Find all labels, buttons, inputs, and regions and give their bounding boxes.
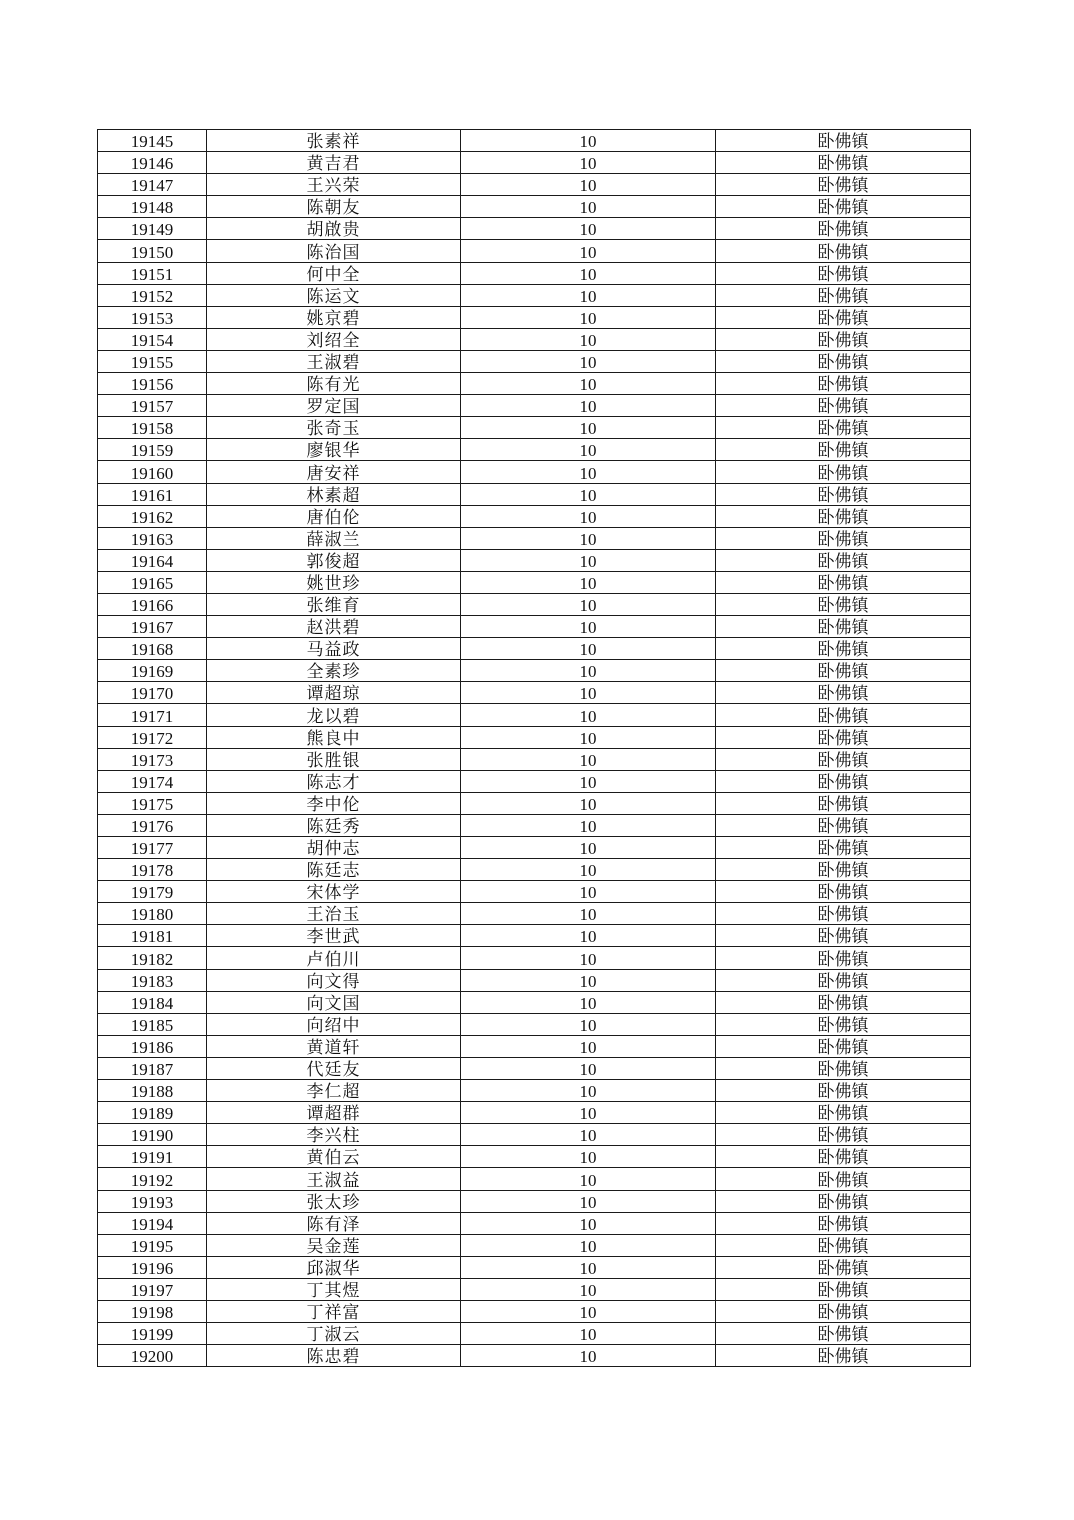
id-cell: 19152 bbox=[98, 284, 207, 306]
town-cell: 卧佛镇 bbox=[716, 814, 971, 836]
amount-cell: 10 bbox=[461, 240, 716, 262]
town-cell: 卧佛镇 bbox=[716, 218, 971, 240]
id-cell: 19151 bbox=[98, 262, 207, 284]
name-cell: 胡啟贵 bbox=[207, 218, 461, 240]
amount-cell: 10 bbox=[461, 549, 716, 571]
town-cell: 卧佛镇 bbox=[716, 1234, 971, 1256]
name-cell: 罗定国 bbox=[207, 395, 461, 417]
id-cell: 19183 bbox=[98, 969, 207, 991]
table-row bbox=[98, 682, 971, 704]
amount-cell: 10 bbox=[461, 947, 716, 969]
id-cell: 19150 bbox=[98, 240, 207, 262]
town-cell: 卧佛镇 bbox=[716, 395, 971, 417]
amount-cell: 10 bbox=[461, 417, 716, 439]
name-cell: 张太珍 bbox=[207, 1190, 461, 1212]
amount-cell: 10 bbox=[461, 262, 716, 284]
table-row bbox=[98, 1345, 971, 1367]
id-cell: 19155 bbox=[98, 350, 207, 372]
table-row bbox=[98, 1278, 971, 1300]
id-cell: 19172 bbox=[98, 726, 207, 748]
name-cell: 陈有泽 bbox=[207, 1212, 461, 1234]
amount-cell: 10 bbox=[461, 726, 716, 748]
table-row bbox=[98, 284, 971, 306]
amount-cell: 10 bbox=[461, 814, 716, 836]
amount-cell: 10 bbox=[461, 1080, 716, 1102]
id-cell: 19186 bbox=[98, 1035, 207, 1057]
id-cell: 19175 bbox=[98, 792, 207, 814]
id-cell: 19154 bbox=[98, 328, 207, 350]
town-cell: 卧佛镇 bbox=[716, 1080, 971, 1102]
town-cell: 卧佛镇 bbox=[716, 527, 971, 549]
amount-cell: 10 bbox=[461, 196, 716, 218]
id-cell: 19185 bbox=[98, 1013, 207, 1035]
amount-cell: 10 bbox=[461, 925, 716, 947]
amount-cell: 10 bbox=[461, 461, 716, 483]
table-row bbox=[98, 240, 971, 262]
town-cell: 卧佛镇 bbox=[716, 991, 971, 1013]
id-cell: 19195 bbox=[98, 1234, 207, 1256]
town-cell: 卧佛镇 bbox=[716, 483, 971, 505]
amount-cell: 10 bbox=[461, 505, 716, 527]
amount-cell: 10 bbox=[461, 859, 716, 881]
amount-cell: 10 bbox=[461, 1234, 716, 1256]
amount-cell: 10 bbox=[461, 1256, 716, 1278]
amount-cell: 10 bbox=[461, 1190, 716, 1212]
table-row bbox=[98, 748, 971, 770]
amount-cell: 10 bbox=[461, 1212, 716, 1234]
name-cell: 向文国 bbox=[207, 991, 461, 1013]
town-cell: 卧佛镇 bbox=[716, 284, 971, 306]
id-cell: 19160 bbox=[98, 461, 207, 483]
amount-cell: 10 bbox=[461, 130, 716, 152]
amount-cell: 10 bbox=[461, 1300, 716, 1322]
town-cell: 卧佛镇 bbox=[716, 1345, 971, 1367]
id-cell: 19200 bbox=[98, 1345, 207, 1367]
amount-cell: 10 bbox=[461, 903, 716, 925]
town-cell: 卧佛镇 bbox=[716, 571, 971, 593]
town-cell: 卧佛镇 bbox=[716, 1190, 971, 1212]
id-cell: 19191 bbox=[98, 1146, 207, 1168]
id-cell: 19192 bbox=[98, 1168, 207, 1190]
name-cell: 向绍中 bbox=[207, 1013, 461, 1035]
name-cell: 姚世珍 bbox=[207, 571, 461, 593]
amount-cell: 10 bbox=[461, 1278, 716, 1300]
name-cell: 陈志才 bbox=[207, 770, 461, 792]
id-cell: 19158 bbox=[98, 417, 207, 439]
id-cell: 19168 bbox=[98, 638, 207, 660]
table-row bbox=[98, 1035, 971, 1057]
amount-cell: 10 bbox=[461, 682, 716, 704]
town-cell: 卧佛镇 bbox=[716, 262, 971, 284]
table-row bbox=[98, 859, 971, 881]
table-row bbox=[98, 1190, 971, 1212]
name-cell: 林素超 bbox=[207, 483, 461, 505]
id-cell: 19171 bbox=[98, 704, 207, 726]
name-cell: 张奇玉 bbox=[207, 417, 461, 439]
name-cell: 王兴荣 bbox=[207, 174, 461, 196]
town-cell: 卧佛镇 bbox=[716, 903, 971, 925]
town-cell: 卧佛镇 bbox=[716, 174, 971, 196]
id-cell: 19194 bbox=[98, 1212, 207, 1234]
table-row bbox=[98, 991, 971, 1013]
town-cell: 卧佛镇 bbox=[716, 417, 971, 439]
amount-cell: 10 bbox=[461, 218, 716, 240]
name-cell: 邱淑华 bbox=[207, 1256, 461, 1278]
table-row bbox=[98, 1234, 971, 1256]
amount-cell: 10 bbox=[461, 571, 716, 593]
table-row bbox=[98, 174, 971, 196]
name-cell: 李仁超 bbox=[207, 1080, 461, 1102]
table-row bbox=[98, 881, 971, 903]
table-row bbox=[98, 1013, 971, 1035]
name-cell: 向文得 bbox=[207, 969, 461, 991]
town-cell: 卧佛镇 bbox=[716, 859, 971, 881]
name-cell: 薛淑兰 bbox=[207, 527, 461, 549]
roster-body bbox=[98, 130, 971, 1367]
table-row bbox=[98, 262, 971, 284]
amount-cell: 10 bbox=[461, 969, 716, 991]
name-cell: 马益政 bbox=[207, 638, 461, 660]
name-cell: 陈治国 bbox=[207, 240, 461, 262]
amount-cell: 10 bbox=[461, 770, 716, 792]
amount-cell: 10 bbox=[461, 174, 716, 196]
table-row bbox=[98, 130, 971, 152]
amount-cell: 10 bbox=[461, 284, 716, 306]
name-cell: 吴金莲 bbox=[207, 1234, 461, 1256]
name-cell: 张维育 bbox=[207, 593, 461, 615]
town-cell: 卧佛镇 bbox=[716, 947, 971, 969]
name-cell: 姚京碧 bbox=[207, 306, 461, 328]
town-cell: 卧佛镇 bbox=[716, 682, 971, 704]
town-cell: 卧佛镇 bbox=[716, 1256, 971, 1278]
amount-cell: 10 bbox=[461, 1013, 716, 1035]
table-row bbox=[98, 505, 971, 527]
town-cell: 卧佛镇 bbox=[716, 240, 971, 262]
table-row bbox=[98, 350, 971, 372]
id-cell: 19162 bbox=[98, 505, 207, 527]
name-cell: 卢伯川 bbox=[207, 947, 461, 969]
id-cell: 19178 bbox=[98, 859, 207, 881]
id-cell: 19149 bbox=[98, 218, 207, 240]
town-cell: 卧佛镇 bbox=[716, 439, 971, 461]
table-row bbox=[98, 328, 971, 350]
table-row bbox=[98, 925, 971, 947]
id-cell: 19187 bbox=[98, 1057, 207, 1079]
id-cell: 19188 bbox=[98, 1080, 207, 1102]
name-cell: 陈有光 bbox=[207, 373, 461, 395]
name-cell: 全素珍 bbox=[207, 660, 461, 682]
name-cell: 王淑益 bbox=[207, 1168, 461, 1190]
town-cell: 卧佛镇 bbox=[716, 881, 971, 903]
town-cell: 卧佛镇 bbox=[716, 1124, 971, 1146]
town-cell: 卧佛镇 bbox=[716, 196, 971, 218]
id-cell: 19190 bbox=[98, 1124, 207, 1146]
name-cell: 胡仲志 bbox=[207, 837, 461, 859]
town-cell: 卧佛镇 bbox=[716, 1278, 971, 1300]
table-row bbox=[98, 417, 971, 439]
table-row bbox=[98, 1080, 971, 1102]
table-row bbox=[98, 1300, 971, 1322]
town-cell: 卧佛镇 bbox=[716, 152, 971, 174]
town-cell: 卧佛镇 bbox=[716, 306, 971, 328]
amount-cell: 10 bbox=[461, 439, 716, 461]
town-cell: 卧佛镇 bbox=[716, 1212, 971, 1234]
table-row bbox=[98, 704, 971, 726]
id-cell: 19193 bbox=[98, 1190, 207, 1212]
id-cell: 19157 bbox=[98, 395, 207, 417]
table-row bbox=[98, 196, 971, 218]
town-cell: 卧佛镇 bbox=[716, 130, 971, 152]
name-cell: 丁淑云 bbox=[207, 1323, 461, 1345]
id-cell: 19184 bbox=[98, 991, 207, 1013]
table-row bbox=[98, 593, 971, 615]
name-cell: 陈廷志 bbox=[207, 859, 461, 881]
id-cell: 19181 bbox=[98, 925, 207, 947]
town-cell: 卧佛镇 bbox=[716, 770, 971, 792]
id-cell: 19169 bbox=[98, 660, 207, 682]
name-cell: 黄伯云 bbox=[207, 1146, 461, 1168]
id-cell: 19189 bbox=[98, 1102, 207, 1124]
town-cell: 卧佛镇 bbox=[716, 792, 971, 814]
table-row bbox=[98, 903, 971, 925]
town-cell: 卧佛镇 bbox=[716, 748, 971, 770]
table-row bbox=[98, 373, 971, 395]
table-row bbox=[98, 792, 971, 814]
id-cell: 19196 bbox=[98, 1256, 207, 1278]
id-cell: 19146 bbox=[98, 152, 207, 174]
table-row bbox=[98, 1212, 971, 1234]
id-cell: 19170 bbox=[98, 682, 207, 704]
town-cell: 卧佛镇 bbox=[716, 461, 971, 483]
id-cell: 19179 bbox=[98, 881, 207, 903]
town-cell: 卧佛镇 bbox=[716, 925, 971, 947]
id-cell: 19145 bbox=[98, 130, 207, 152]
id-cell: 19163 bbox=[98, 527, 207, 549]
amount-cell: 10 bbox=[461, 1102, 716, 1124]
town-cell: 卧佛镇 bbox=[716, 1168, 971, 1190]
name-cell: 黄吉君 bbox=[207, 152, 461, 174]
amount-cell: 10 bbox=[461, 660, 716, 682]
amount-cell: 10 bbox=[461, 748, 716, 770]
town-cell: 卧佛镇 bbox=[716, 660, 971, 682]
id-cell: 19166 bbox=[98, 593, 207, 615]
id-cell: 19197 bbox=[98, 1278, 207, 1300]
town-cell: 卧佛镇 bbox=[716, 1300, 971, 1322]
name-cell: 谭超群 bbox=[207, 1102, 461, 1124]
id-cell: 19174 bbox=[98, 770, 207, 792]
amount-cell: 10 bbox=[461, 350, 716, 372]
name-cell: 刘绍全 bbox=[207, 328, 461, 350]
table-row bbox=[98, 218, 971, 240]
table-row bbox=[98, 1168, 971, 1190]
amount-cell: 10 bbox=[461, 837, 716, 859]
town-cell: 卧佛镇 bbox=[716, 616, 971, 638]
town-cell: 卧佛镇 bbox=[716, 549, 971, 571]
name-cell: 王淑碧 bbox=[207, 350, 461, 372]
table-row bbox=[98, 770, 971, 792]
amount-cell: 10 bbox=[461, 395, 716, 417]
name-cell: 丁祥富 bbox=[207, 1300, 461, 1322]
id-cell: 19180 bbox=[98, 903, 207, 925]
table-row bbox=[98, 1057, 971, 1079]
town-cell: 卧佛镇 bbox=[716, 1146, 971, 1168]
town-cell: 卧佛镇 bbox=[716, 704, 971, 726]
id-cell: 19153 bbox=[98, 306, 207, 328]
name-cell: 唐伯伦 bbox=[207, 505, 461, 527]
amount-cell: 10 bbox=[461, 638, 716, 660]
name-cell: 赵洪碧 bbox=[207, 616, 461, 638]
table-row bbox=[98, 571, 971, 593]
town-cell: 卧佛镇 bbox=[716, 1035, 971, 1057]
table-row bbox=[98, 439, 971, 461]
roster-table bbox=[97, 129, 971, 1367]
name-cell: 张素祥 bbox=[207, 130, 461, 152]
amount-cell: 10 bbox=[461, 616, 716, 638]
amount-cell: 10 bbox=[461, 483, 716, 505]
amount-cell: 10 bbox=[461, 1168, 716, 1190]
amount-cell: 10 bbox=[461, 593, 716, 615]
table-row bbox=[98, 947, 971, 969]
table-row bbox=[98, 1102, 971, 1124]
id-cell: 19164 bbox=[98, 549, 207, 571]
table-row bbox=[98, 1146, 971, 1168]
table-row bbox=[98, 616, 971, 638]
name-cell: 李世武 bbox=[207, 925, 461, 947]
table-row bbox=[98, 306, 971, 328]
name-cell: 代廷友 bbox=[207, 1057, 461, 1079]
amount-cell: 10 bbox=[461, 527, 716, 549]
amount-cell: 10 bbox=[461, 1345, 716, 1367]
amount-cell: 10 bbox=[461, 1035, 716, 1057]
id-cell: 19161 bbox=[98, 483, 207, 505]
name-cell: 何中全 bbox=[207, 262, 461, 284]
name-cell: 龙以碧 bbox=[207, 704, 461, 726]
id-cell: 19198 bbox=[98, 1300, 207, 1322]
id-cell: 19199 bbox=[98, 1323, 207, 1345]
id-cell: 19148 bbox=[98, 196, 207, 218]
name-cell: 廖银华 bbox=[207, 439, 461, 461]
amount-cell: 10 bbox=[461, 704, 716, 726]
amount-cell: 10 bbox=[461, 792, 716, 814]
name-cell: 丁其煜 bbox=[207, 1278, 461, 1300]
town-cell: 卧佛镇 bbox=[716, 1323, 971, 1345]
amount-cell: 10 bbox=[461, 152, 716, 174]
id-cell: 19177 bbox=[98, 837, 207, 859]
id-cell: 19165 bbox=[98, 571, 207, 593]
town-cell: 卧佛镇 bbox=[716, 328, 971, 350]
town-cell: 卧佛镇 bbox=[716, 837, 971, 859]
town-cell: 卧佛镇 bbox=[716, 1013, 971, 1035]
name-cell: 王治玉 bbox=[207, 903, 461, 925]
id-cell: 19159 bbox=[98, 439, 207, 461]
table-row bbox=[98, 395, 971, 417]
table-row bbox=[98, 1323, 971, 1345]
town-cell: 卧佛镇 bbox=[716, 593, 971, 615]
amount-cell: 10 bbox=[461, 1323, 716, 1345]
name-cell: 陈忠碧 bbox=[207, 1345, 461, 1367]
town-cell: 卧佛镇 bbox=[716, 638, 971, 660]
table-row bbox=[98, 483, 971, 505]
amount-cell: 10 bbox=[461, 881, 716, 903]
name-cell: 宋体学 bbox=[207, 881, 461, 903]
town-cell: 卧佛镇 bbox=[716, 969, 971, 991]
town-cell: 卧佛镇 bbox=[716, 726, 971, 748]
table-row bbox=[98, 1124, 971, 1146]
name-cell: 黄道轩 bbox=[207, 1035, 461, 1057]
table-row bbox=[98, 814, 971, 836]
table-row bbox=[98, 837, 971, 859]
table-row bbox=[98, 1256, 971, 1278]
amount-cell: 10 bbox=[461, 1057, 716, 1079]
name-cell: 陈廷秀 bbox=[207, 814, 461, 836]
town-cell: 卧佛镇 bbox=[716, 373, 971, 395]
table-row bbox=[98, 152, 971, 174]
name-cell: 郭俊超 bbox=[207, 549, 461, 571]
amount-cell: 10 bbox=[461, 373, 716, 395]
table-row bbox=[98, 660, 971, 682]
town-cell: 卧佛镇 bbox=[716, 350, 971, 372]
name-cell: 李兴柱 bbox=[207, 1124, 461, 1146]
id-cell: 19176 bbox=[98, 814, 207, 836]
table-row bbox=[98, 461, 971, 483]
name-cell: 张胜银 bbox=[207, 748, 461, 770]
table-row bbox=[98, 638, 971, 660]
amount-cell: 10 bbox=[461, 991, 716, 1013]
town-cell: 卧佛镇 bbox=[716, 1057, 971, 1079]
amount-cell: 10 bbox=[461, 1146, 716, 1168]
name-cell: 陈运文 bbox=[207, 284, 461, 306]
name-cell: 李中伦 bbox=[207, 792, 461, 814]
table-row bbox=[98, 726, 971, 748]
name-cell: 陈朝友 bbox=[207, 196, 461, 218]
table-row bbox=[98, 527, 971, 549]
town-cell: 卧佛镇 bbox=[716, 505, 971, 527]
amount-cell: 10 bbox=[461, 1124, 716, 1146]
town-cell: 卧佛镇 bbox=[716, 1102, 971, 1124]
id-cell: 19173 bbox=[98, 748, 207, 770]
table-row bbox=[98, 549, 971, 571]
id-cell: 19156 bbox=[98, 373, 207, 395]
id-cell: 19167 bbox=[98, 616, 207, 638]
name-cell: 熊良中 bbox=[207, 726, 461, 748]
table-row bbox=[98, 969, 971, 991]
name-cell: 唐安祥 bbox=[207, 461, 461, 483]
name-cell: 谭超琼 bbox=[207, 682, 461, 704]
id-cell: 19182 bbox=[98, 947, 207, 969]
id-cell: 19147 bbox=[98, 174, 207, 196]
amount-cell: 10 bbox=[461, 306, 716, 328]
amount-cell: 10 bbox=[461, 328, 716, 350]
